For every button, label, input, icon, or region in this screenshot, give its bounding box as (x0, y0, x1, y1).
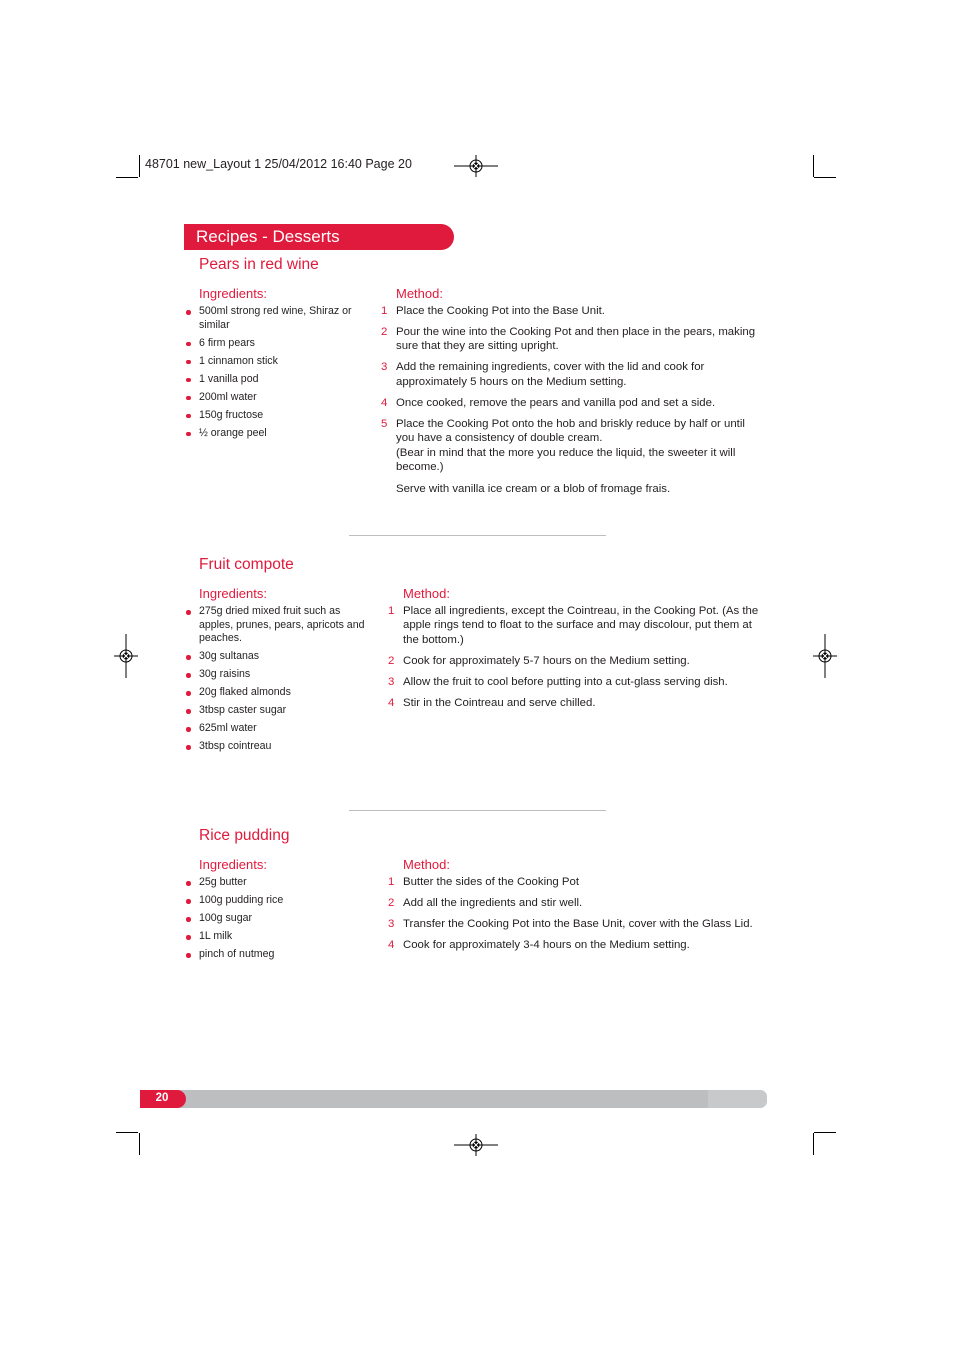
method-step: 5 Place the Cooking Pot onto the hob and briskly reduce by half or until you have a consistency of double cream. (Bear in mind that the more you reduce the liquid, the sweeter it will become.) (381, 417, 745, 473)
recipe-title: Fruit compote (199, 556, 294, 573)
ingredient-item: 100g pudding rice (184, 894, 369, 908)
ingredient-item: 25g butter (184, 876, 369, 890)
serving-note: Serve with vanilla ice cream or a blob of fromage frais. (396, 483, 671, 496)
registration-mark-icon (454, 155, 498, 177)
ingredients-list (184, 876, 369, 966)
ingredient-item: pinch of nutmeg (184, 948, 369, 962)
crop-mark (116, 1132, 138, 1133)
bullet-icon (186, 727, 191, 732)
method-step: 1 Place all ingredients, except the Cointreau, in the Cooking Pot. (As the apple rings tend to float to the surface and may discolour, put them at the bottom.) (388, 605, 759, 646)
method-step: 2 Cook for approximately 5-7 hours on the Medium setting. (388, 654, 690, 667)
ingredient-item: 500ml strong red wine, Shiraz or similar (184, 305, 369, 332)
method-step: 2 Pour the wine into the Cooking Pot and then place in the pears, making sure that they are sitting upright. (381, 326, 756, 353)
crop-mark (814, 177, 836, 178)
method-heading: Method: (396, 286, 443, 301)
crop-mark (813, 1133, 814, 1155)
method-list (388, 875, 763, 959)
recipe-title: Pears in red wine (199, 256, 319, 273)
ingredient-item: 150g fructose (184, 409, 369, 423)
method-list (381, 304, 766, 503)
ingredients-heading: Ingredients: (199, 857, 267, 872)
ingredient-item: 1 vanilla pod (184, 373, 369, 387)
bullet-icon (186, 414, 191, 419)
ingredient-item: 100g sugar (184, 912, 369, 926)
ingredients-list (184, 305, 369, 445)
recipe-title: Rice pudding (199, 827, 290, 844)
ingredient-item: 3tbsp caster sugar (184, 704, 369, 718)
ingredients-heading: Ingredients: (199, 586, 267, 601)
bullet-icon (186, 935, 191, 940)
ingredient-item: 275g dried mixed fruit such as apples, prunes, pears, apricots and peaches. (184, 605, 369, 646)
crop-mark (139, 1133, 140, 1155)
method-list (388, 604, 763, 717)
bullet-icon (186, 709, 191, 714)
ingredient-item: 30g raisins (184, 668, 369, 682)
ingredient-item: 1 cinnamon stick (184, 355, 369, 369)
section-title: Recipes - Desserts (196, 227, 340, 246)
method-step: 3 Transfer the Cooking Pot into the Base Unit, cover with the Glass Lid. (388, 918, 753, 931)
method-step: 1 Place the Cooking Pot into the Base Unit. (381, 305, 605, 317)
crop-mark (814, 1132, 836, 1133)
bullet-icon (186, 396, 191, 401)
footer-bar-end (708, 1090, 767, 1108)
bullet-icon (186, 655, 191, 660)
method-step: 4 Stir in the Cointreau and serve chilled. (388, 696, 596, 709)
ingredient-item: 625ml water (184, 722, 369, 736)
registration-mark-icon (454, 1134, 498, 1156)
bullet-icon (186, 691, 191, 696)
ingredient-item: 3tbsp cointreau (184, 740, 369, 754)
ingredient-item: 1L milk (184, 930, 369, 944)
ingredient-item: 6 firm pears (184, 337, 369, 351)
ingredient-item: 30g sultanas (184, 650, 369, 664)
bullet-icon (186, 899, 191, 904)
ingredient-item: ½ orange peel (184, 427, 369, 441)
bullet-icon (186, 610, 191, 615)
bullet-icon (186, 745, 191, 750)
ingredients-list (184, 605, 369, 758)
bullet-icon (186, 310, 191, 315)
method-step: 2 Add all the ingredients and stir well. (388, 897, 583, 910)
bullet-icon (186, 432, 191, 437)
method-step: 3 Add the remaining ingredients, cover with the lid and cook for approximately 5 hours on the Medium setting. (381, 361, 705, 388)
method-heading: Method: (403, 857, 450, 872)
registration-mark-icon (803, 634, 847, 678)
method-step: 4 Cook for approximately 3-4 hours on the Medium setting. (388, 939, 690, 952)
page-number: 20 (155, 1092, 169, 1104)
ingredient-item: 20g flaked almonds (184, 686, 369, 700)
bullet-icon (186, 378, 191, 383)
bullet-icon (186, 881, 191, 886)
slug-line: 48701 new_Layout 1 25/04/2012 16:40 Page 20 (145, 157, 412, 171)
method-heading: Method: (403, 586, 450, 601)
page-number-tab (140, 1090, 186, 1108)
bullet-icon (186, 673, 191, 678)
crop-mark (139, 155, 140, 177)
footer-bar (140, 1090, 767, 1108)
section-banner (184, 224, 454, 250)
method-note: (Bear in mind that the more you reduce the liquid, the sweeter it will become.) (396, 446, 736, 473)
crop-mark (813, 155, 814, 177)
registration-mark-icon (104, 634, 148, 678)
method-step: 3 Allow the fruit to cool before putting into a cut-glass serving dish. (388, 675, 728, 688)
crop-mark (116, 177, 138, 178)
section-divider (349, 810, 606, 811)
ingredient-item: 200ml water (184, 391, 369, 405)
method-step: 4 Once cooked, remove the pears and vanilla pod and set a side. (381, 396, 716, 409)
bullet-icon (186, 342, 191, 347)
bullet-icon (186, 360, 191, 365)
section-divider (349, 535, 606, 536)
bullet-icon (186, 917, 191, 922)
bullet-icon (186, 953, 191, 958)
method-step: 1 Butter the sides of the Cooking Pot (388, 876, 580, 888)
ingredients-heading: Ingredients: (199, 286, 267, 301)
